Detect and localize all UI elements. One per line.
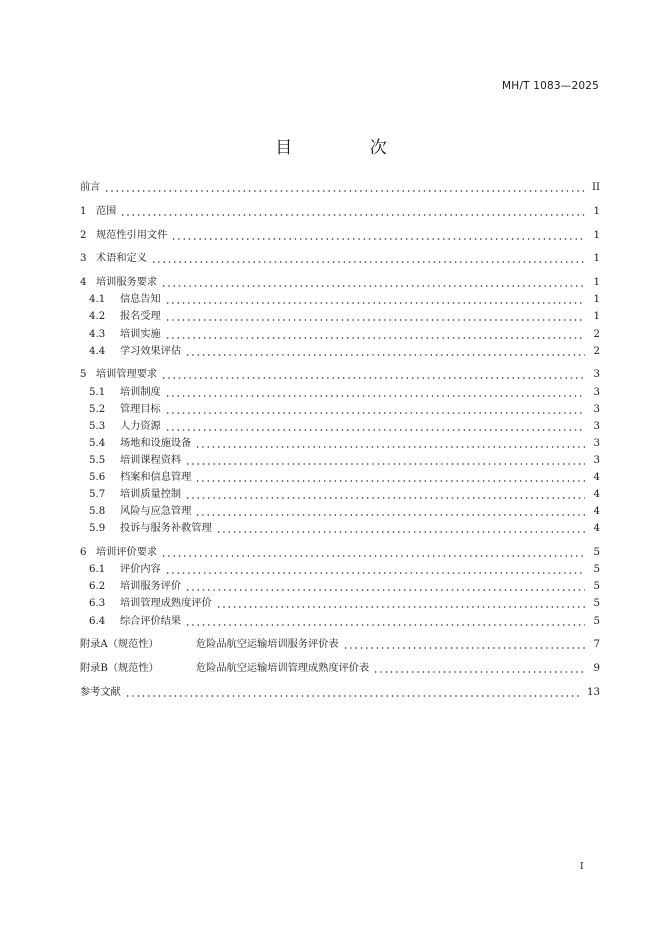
toc-entry-label: 档案和信息管理 (120, 472, 192, 483)
dot-leader (185, 354, 585, 356)
toc-entry[interactable] (80, 419, 600, 435)
standard-code: MH/T 1083—2025 (502, 80, 599, 92)
dot-leader (125, 695, 582, 697)
dot-leader (185, 463, 585, 465)
dot-leader (161, 285, 585, 287)
toc-entry-label: 范围 (96, 205, 117, 217)
toc-entry[interactable] (80, 367, 600, 383)
page-number: I (580, 862, 584, 872)
toc-entry-page: 3 (593, 386, 600, 398)
toc-entry-number: 5.8 (89, 506, 106, 518)
toc-entry-page: 13 (587, 686, 600, 698)
toc-entry-page: 3 (593, 437, 600, 449)
toc-entry[interactable] (80, 504, 600, 520)
toc-entry[interactable] (80, 470, 600, 486)
dot-leader (216, 531, 585, 533)
dot-leader (185, 589, 585, 591)
toc-entry-label: 培训管理要求 (96, 369, 158, 381)
toc-entry-number: 6 (80, 547, 87, 559)
toc-entry[interactable] (80, 545, 600, 561)
dot-leader (195, 480, 585, 482)
dot-leader (161, 377, 585, 379)
toc-entry-label: 培训服务评价 (120, 581, 182, 593)
toc-entry-label: 人力资源 (120, 420, 161, 432)
toc-entry-label: 管理目标 (120, 403, 161, 415)
dot-leader (373, 671, 585, 673)
toc-title: 目 次 (275, 138, 423, 158)
toc-entry[interactable] (80, 385, 600, 401)
toc-entry-page: 1 (593, 277, 600, 289)
toc-entry-number: 4.3 (89, 328, 106, 340)
toc-entry-label: 前言 (80, 182, 101, 193)
dot-leader (161, 555, 585, 557)
toc-entry[interactable] (80, 204, 600, 220)
toc-entry-number: 6.1 (89, 564, 106, 576)
toc-entry-number: 4.1 (89, 294, 106, 306)
toc-entry-label: 培训课程资料 (120, 454, 182, 466)
toc-entry-label: 术语和定义 (96, 253, 147, 265)
dot-leader (165, 395, 585, 397)
toc-entry-label: 培训制度 (120, 386, 161, 398)
toc-entry-number: 附录B（规范性） (80, 663, 159, 675)
toc-entry-number: 5.1 (89, 386, 106, 398)
toc-entry-label: 培训质量控制 (120, 489, 182, 501)
toc-entry-page: 1 (593, 294, 600, 306)
toc-entry[interactable] (80, 180, 600, 196)
toc-entry-label: 危险品航空运输培训服务评价表 (196, 639, 339, 651)
toc-entry-number: 4.4 (89, 345, 106, 357)
dot-leader (171, 238, 585, 240)
dot-leader (165, 429, 585, 431)
toc-entry-page: 2 (593, 328, 600, 340)
toc-entry-number: 5.4 (89, 437, 106, 449)
toc-entry-page: 4 (593, 506, 600, 518)
dot-leader (195, 446, 585, 448)
toc-entry-page: 5 (593, 547, 600, 559)
toc-entry[interactable] (80, 579, 600, 595)
dot-leader (120, 214, 585, 216)
dot-leader (216, 606, 585, 608)
toc-entry-page: II (591, 182, 600, 193)
toc-entry-page: 4 (593, 489, 600, 501)
toc-entry-number: 4.2 (89, 311, 106, 323)
dot-leader (165, 337, 585, 339)
toc-entry-number: 3 (80, 253, 87, 265)
toc-entry-page: 2 (593, 345, 600, 357)
toc-entry-number: 6.4 (89, 615, 106, 627)
toc-entry-page: 1 (593, 229, 600, 241)
toc-entry-label: 风险与应急管理 (120, 506, 192, 518)
toc-entry[interactable] (80, 327, 600, 343)
toc-entry[interactable] (80, 596, 600, 612)
toc-entry-page: 1 (593, 311, 600, 323)
toc-entry[interactable] (80, 562, 600, 578)
toc-entry-page: 4 (593, 523, 600, 535)
toc-entry-number: 5.5 (89, 454, 106, 466)
toc-entry[interactable] (80, 228, 600, 244)
toc-entry-page: 5 (593, 564, 600, 576)
toc-entry-page: 3 (593, 420, 600, 432)
toc-entry-label: 评价内容 (120, 564, 161, 576)
dot-leader (185, 497, 585, 499)
toc-entry-label: 综合评价结果 (120, 615, 182, 627)
toc-entry[interactable] (80, 436, 600, 452)
toc-entry-number: 5.3 (89, 420, 106, 432)
dot-leader (104, 190, 585, 192)
toc-entry-number: 1 (80, 205, 87, 217)
toc-entry-number: 6.2 (89, 581, 106, 593)
dot-leader (151, 261, 585, 263)
toc-entry-page: 5 (593, 598, 600, 610)
toc-entry-number: 2 (80, 229, 87, 241)
toc-entry-label: 信息告知 (120, 294, 161, 306)
dot-leader (195, 514, 585, 516)
toc-entry-label: 培训实施 (120, 328, 161, 340)
toc-entry-label: 报名受理 (120, 311, 161, 323)
toc-entry-number: 5.9 (89, 523, 106, 535)
toc-entry-page: 9 (593, 663, 600, 675)
toc-entry-label: 参考文献 (80, 686, 121, 698)
toc-entry[interactable] (80, 344, 600, 360)
toc-entry[interactable] (80, 685, 600, 701)
dot-leader (165, 319, 585, 321)
toc-entry[interactable] (80, 661, 600, 677)
toc-entry[interactable] (80, 614, 600, 630)
toc-entry-page: 3 (593, 369, 600, 381)
dot-leader (165, 302, 585, 304)
toc-entry-number: 附录A（规范性） (80, 639, 159, 651)
dot-leader (185, 624, 585, 626)
toc-entry-label: 培训服务要求 (96, 277, 158, 289)
toc-entry-page: 3 (593, 403, 600, 415)
toc-entry-label: 场地和设施设备 (120, 437, 192, 449)
toc-entry[interactable] (80, 309, 600, 325)
toc-entry-page: 7 (593, 639, 600, 651)
dot-leader (165, 412, 585, 414)
toc-entry-label: 危险品航空运输培训管理成熟度评价表 (196, 663, 370, 675)
toc-entry-page: 1 (593, 253, 600, 265)
dot-leader (165, 572, 585, 574)
toc-entry-number: 5.6 (89, 472, 106, 483)
toc-entry-page: 3 (593, 454, 600, 466)
toc-entry-label: 投诉与服务补救管理 (120, 523, 212, 535)
toc-entry[interactable] (80, 453, 600, 469)
toc-entry-page: 1 (593, 205, 600, 217)
toc-entry-page: 4 (593, 472, 600, 483)
toc-entry[interactable] (80, 521, 600, 537)
toc-entry-label: 规范性引用文件 (96, 229, 168, 241)
toc-entry-label: 学习效果评估 (120, 345, 182, 357)
toc-entry-label: 培训评价要求 (96, 547, 158, 559)
toc-entry[interactable] (80, 292, 600, 308)
toc-entry-page: 5 (593, 615, 600, 627)
toc-entry-page: 5 (593, 581, 600, 593)
toc-entry-number: 5.2 (89, 403, 106, 415)
toc-entry[interactable] (80, 251, 600, 267)
toc-entry[interactable] (80, 637, 600, 653)
dot-leader (343, 647, 585, 649)
toc-entry-label: 培训管理成熟度评价 (120, 598, 212, 610)
toc-entry[interactable] (80, 275, 600, 291)
toc-entry-number: 5.7 (89, 489, 106, 501)
toc-entry-number: 4 (80, 277, 87, 289)
toc-entry[interactable] (80, 402, 600, 418)
toc-entry-number: 6.3 (89, 598, 106, 610)
toc-entry[interactable] (80, 487, 600, 503)
toc-entry-number: 5 (80, 369, 87, 381)
